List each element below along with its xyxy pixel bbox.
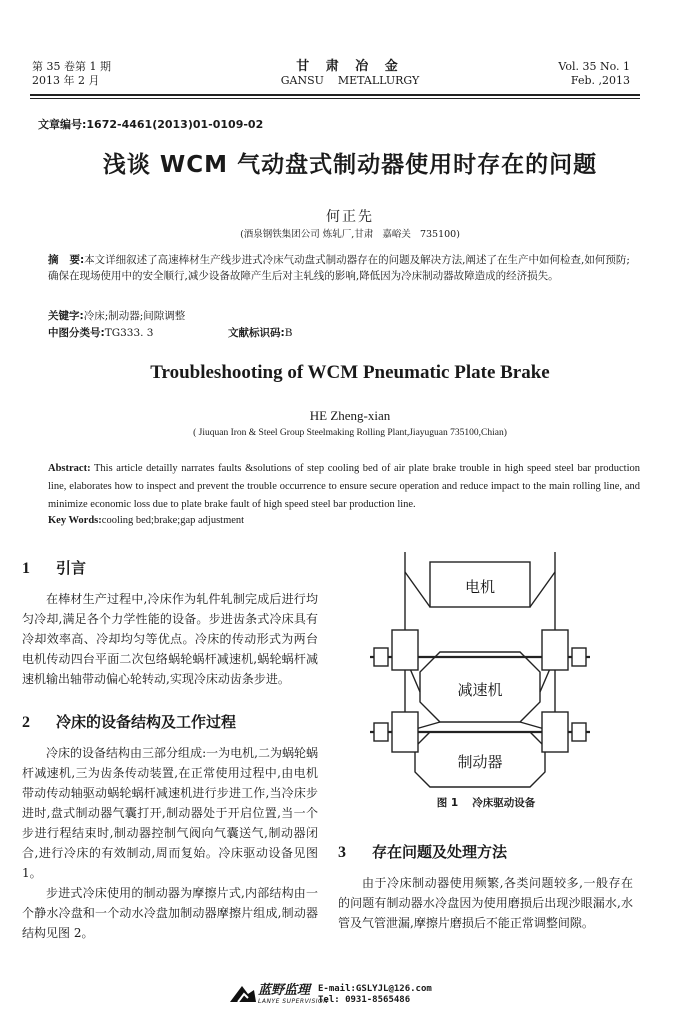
footer-brand: 蓝野监理 bbox=[258, 983, 311, 998]
gearbox-top-left bbox=[392, 630, 418, 670]
keywords-cn bbox=[48, 308, 185, 323]
section-3 bbox=[338, 842, 633, 933]
affiliation-en: ( Jiuquan Iron & Steel Group Steelmaking Rolling Plant,Jiayuguan 735100,Chian) bbox=[193, 428, 507, 438]
article-number: 文章编号:1672-4461(2013)01-0109-02 bbox=[38, 118, 264, 131]
footer-email: E-mail:GSLYJL@126.com bbox=[318, 984, 432, 994]
keywords-cn-text: 冷床;制动器;间隙调整 bbox=[83, 310, 186, 322]
figure-1-caption-number: 图 1 bbox=[436, 797, 459, 809]
figure-1-diagram bbox=[370, 552, 590, 792]
section-1-number: 1 bbox=[22, 560, 30, 577]
journal-name-cn: 甘 肃 冶 金 bbox=[296, 59, 404, 74]
section-2-number: 2 bbox=[22, 714, 30, 731]
abstract-en bbox=[48, 460, 640, 514]
bearing-bottom-right bbox=[572, 723, 586, 741]
lanye-logo-icon bbox=[228, 984, 258, 1004]
clc-label: 中图分类号: bbox=[48, 327, 105, 339]
gearbox-bottom-right bbox=[542, 712, 568, 752]
section-3-title: 存在问题及处理方法 bbox=[372, 843, 508, 861]
journal-date-en: Feb. ,2013 bbox=[570, 74, 630, 87]
abstract-en-text: This article detailly narrates faults &solutions of step cooling bed of air plate brake trouble in high speed steel bar production line, elaborates how to inspect and prevent the trouble occurrence to ensure secure operation and reduce impact to the main rolling line, and minimize economic loss due to plate brake fault of high speed steel bar production line. bbox=[48, 463, 640, 510]
motor-link-right bbox=[530, 572, 555, 607]
header-rule-thick bbox=[30, 94, 640, 96]
section-3-number: 3 bbox=[338, 844, 346, 861]
bearing-top-left bbox=[374, 648, 388, 666]
label-motor: 电机 bbox=[464, 578, 496, 596]
abstract-cn-text: 本文详细叙述了高速棒材生产线步进式冷床气动盘式制动器存在的问题及解决方法,阐述了在生产中如何检查,如何预防;确保在现场使用中的安全顺行,减少设备故障产生后对主轧线的影响,降低因为冷床制动器故障造成的经济损失。 bbox=[48, 254, 630, 282]
author-en: HE Zheng-xian bbox=[309, 408, 391, 423]
journal-volume-en bbox=[558, 60, 630, 88]
title-en: Troubleshooting of WCM Pneumatic Plate Brake bbox=[150, 362, 550, 383]
section-1 bbox=[22, 558, 318, 689]
abstract-cn-label: 摘 要: bbox=[48, 254, 85, 266]
gearbox-top-right bbox=[542, 630, 568, 670]
journal-volume-issue: 第 35 卷第 1 期 bbox=[32, 60, 111, 73]
keywords-en-label: Key Words: bbox=[48, 515, 102, 526]
figure-1-caption bbox=[338, 795, 634, 810]
footer-tel: Tel: 0931-8565486 bbox=[318, 995, 411, 1005]
document-code-label: 文献标识码: bbox=[228, 327, 285, 339]
bearing-bottom-left bbox=[374, 723, 388, 741]
affiliation-cn: (酒泉钢铁集团公司 炼轧厂,甘肃 嘉峪关 735100) bbox=[240, 229, 460, 240]
abstract-cn bbox=[48, 252, 640, 284]
motor-link-left bbox=[405, 572, 430, 607]
footer-contact bbox=[318, 984, 432, 1006]
gearbox-bottom-left bbox=[392, 712, 418, 752]
section-2-paragraph-1: 冷床的设备结构由三部分组成:一为电机,二为蜗轮蜗杆减速机,三为齿条传动装置,在正常使用过程中,由电机带动传动轴驱动蜗轮蜗杆减速机进行步进工作,当冷床步进时,盘式制动器气囊打开,制动器处于开启位置,当一个步进行程结束时,制动器控制气阀向气囊送气,制动器闭合,进行冷床的有效制动,周而复始。冷床驱动设备见图 1。 bbox=[22, 746, 318, 880]
section-1-paragraph: 在棒材生产过程中,冷床作为轧件轧制完成后进行均匀冷却,满足各个力学性能的设备。步进齿条式冷床具有冷却效率高、冷却均匀等优点。冷床的传动形式为两台电机传动四台平面二次包络蜗轮蜗杆减速机,蜗轮蜗杆减速机输出轴带动偏心轮转动,实现冷床动齿条步进。 bbox=[22, 592, 318, 686]
section-2-paragraph-2: 步进式冷床使用的制动器为摩擦片式,内部结构由一个静水冷盘和一个动水冷盘加制动器摩擦片组成,制动器结构见图 2。 bbox=[22, 886, 318, 940]
journal-date-cn: 2013 年 2 月 bbox=[32, 74, 100, 87]
abstract-en-label: Abstract: bbox=[48, 463, 91, 474]
figure-1-caption-text: 冷床驱动设备 bbox=[472, 797, 536, 809]
journal-volume-issue-en: Vol. 35 No. 1 bbox=[558, 60, 630, 73]
keywords-en bbox=[48, 515, 244, 526]
author-cn: 何正先 bbox=[326, 209, 374, 225]
keywords-en-text: cooling bed;brake;gap adjustment bbox=[101, 515, 245, 526]
section-1-title: 引言 bbox=[56, 559, 87, 577]
section-3-paragraph: 由于冷床制动器使用频繁,各类问题较多,一般存在的问题有制动器水冷盘因为使用磨损后出现沙眼漏水,水管及气管泄漏,摩擦片磨损后不能正常调整间隙。 bbox=[338, 876, 633, 930]
section-1-heading bbox=[22, 558, 318, 579]
document-code bbox=[228, 325, 292, 340]
label-reducer: 减速机 bbox=[457, 681, 503, 699]
footer-brand-sub: LANYE SUPERVISION bbox=[258, 998, 329, 1005]
document-code-value: B bbox=[284, 327, 293, 339]
clc-number bbox=[48, 325, 154, 340]
section-2-title: 冷床的设备结构及工作过程 bbox=[56, 713, 237, 731]
keywords-cn-label: 关键字: bbox=[48, 310, 84, 322]
section-2-heading bbox=[22, 712, 318, 733]
clc-value: TG333. 3 bbox=[104, 327, 154, 339]
header-rule-thin bbox=[30, 98, 640, 99]
section-3-heading bbox=[338, 842, 633, 863]
journal-name-en: GANSU METALLURGY bbox=[280, 74, 420, 87]
section-2 bbox=[22, 712, 318, 943]
label-brake: 制动器 bbox=[457, 753, 503, 771]
bearing-top-right bbox=[572, 648, 586, 666]
title-cn: 浅谈 WCM 气动盘式制动器使用时存在的问题 bbox=[102, 152, 598, 178]
